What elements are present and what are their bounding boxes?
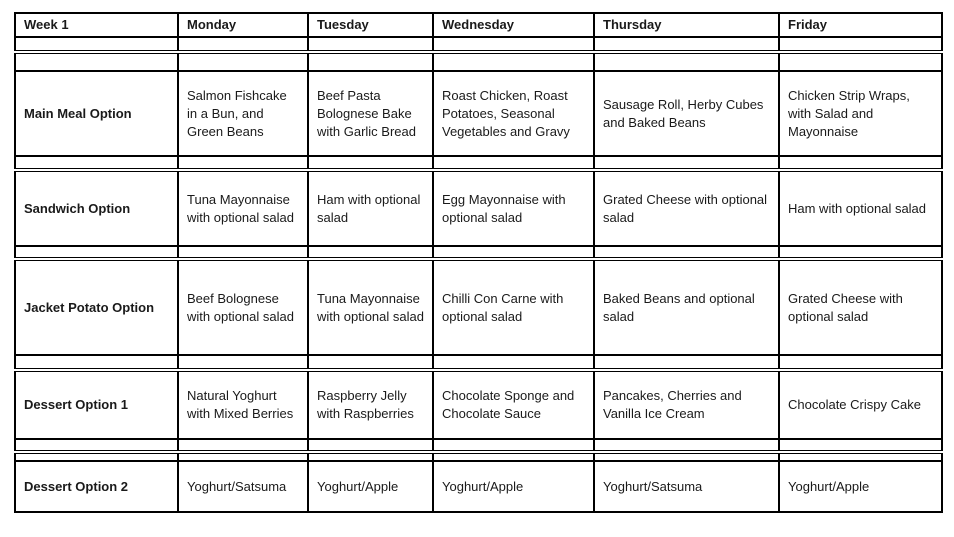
spacer-row [15,246,942,259]
spacer-row [15,439,942,452]
spacer-cell [779,246,942,259]
spacer-cell [433,156,594,170]
cell-dessert-1-monday: Natural Yoghurt with Mixed Berries [178,370,308,439]
cell-dessert-1-thursday: Pancakes, Cherries and Vanilla Ice Cream [594,370,779,439]
cell-sandwich-wednesday: Egg Mayonnaise with optional salad [433,170,594,246]
spacer-row [15,355,942,370]
menu-row-dessert-1 [15,370,942,439]
cell-sandwich-thursday: Grated Cheese with optional salad [594,170,779,246]
spacer-cell [594,452,779,461]
spacer-row [15,452,942,461]
cell-dessert-2-friday: Yoghurt/Apple [779,461,942,512]
cell-dessert-2-tuesday: Yoghurt/Apple [308,461,433,512]
spacer-row [15,52,942,71]
spacer-cell [779,52,942,71]
cell-jacket-potato-tuesday: Tuna Mayonnaise with optional salad [308,259,433,355]
spacer-cell [15,52,178,71]
spacer-cell [15,452,178,461]
spacer-cell [178,439,308,452]
cell-main-meal-thursday: Sausage Roll, Herby Cubes and Baked Beans [594,71,779,156]
cell-dessert-2-wednesday: Yoghurt/Apple [433,461,594,512]
spacer-cell [594,355,779,370]
spacer-cell [15,355,178,370]
cell-main-meal-tuesday: Beef Pasta Bolognese Bake with Garlic Bread [308,71,433,156]
spacer-cell [779,37,942,52]
cell-jacket-potato-monday: Beef Bolognese with optional salad [178,259,308,355]
spacer-cell [15,439,178,452]
header-week-title: Week 1 [15,13,178,37]
spacer-row [15,156,942,170]
spacer-cell [178,246,308,259]
spacer-cell [433,37,594,52]
cell-sandwich-monday: Tuna Mayonnaise with optional salad [178,170,308,246]
header-thursday: Thursday [594,13,779,37]
row-label-dessert-option-1: Dessert Option 1 [15,370,178,439]
cell-sandwich-friday: Ham with optional salad [779,170,942,246]
spacer-cell [308,52,433,71]
spacer-cell [308,156,433,170]
cell-jacket-potato-thursday: Baked Beans and optional salad [594,259,779,355]
row-label-sandwich-option: Sandwich Option [15,170,178,246]
spacer-cell [178,355,308,370]
spacer-row [15,37,942,52]
spacer-cell [178,452,308,461]
spacer-cell [594,439,779,452]
spacer-cell [779,156,942,170]
header-wednesday: Wednesday [433,13,594,37]
spacer-cell [15,156,178,170]
spacer-cell [178,156,308,170]
spacer-cell [308,439,433,452]
spacer-cell [308,452,433,461]
spacer-cell [594,52,779,71]
cell-dessert-1-friday: Chocolate Crispy Cake [779,370,942,439]
spacer-cell [433,52,594,71]
spacer-cell [594,37,779,52]
spacer-cell [15,37,178,52]
spacer-cell [178,52,308,71]
header-friday: Friday [779,13,942,37]
cell-dessert-1-wednesday: Chocolate Sponge and Chocolate Sauce [433,370,594,439]
spacer-cell [433,452,594,461]
cell-dessert-1-tuesday: Raspberry Jelly with Raspberries [308,370,433,439]
spacer-cell [433,439,594,452]
spacer-cell [779,452,942,461]
cell-main-meal-friday: Chicken Strip Wraps, with Salad and Mayonnaise [779,71,942,156]
cell-dessert-2-thursday: Yoghurt/Satsuma [594,461,779,512]
week1-menu-table [14,12,943,513]
spacer-cell [178,37,308,52]
header-tuesday: Tuesday [308,13,433,37]
menu-row-main-meal [15,71,942,156]
row-label-main-meal-option: Main Meal Option [15,71,178,156]
cell-main-meal-wednesday: Roast Chicken, Roast Potatoes, Seasonal Vegetables and Gravy [433,71,594,156]
row-label-jacket-potato-option: Jacket Potato Option [15,259,178,355]
cell-main-meal-monday: Salmon Fishcake in a Bun, and Green Beans [178,71,308,156]
spacer-cell [433,355,594,370]
menu-row-dessert-2 [15,461,942,512]
spacer-cell [308,37,433,52]
meal-plan-document [14,12,941,513]
header-row [15,13,942,37]
cell-sandwich-tuesday: Ham with optional salad [308,170,433,246]
spacer-cell [15,246,178,259]
spacer-cell [308,355,433,370]
cell-jacket-potato-friday: Grated Cheese with optional salad [779,259,942,355]
cell-dessert-2-monday: Yoghurt/Satsuma [178,461,308,512]
menu-row-jacket-potato [15,259,942,355]
spacer-cell [433,246,594,259]
spacer-cell [308,246,433,259]
spacer-cell [779,439,942,452]
spacer-cell [779,355,942,370]
spacer-cell [594,156,779,170]
header-monday: Monday [178,13,308,37]
spacer-cell [594,246,779,259]
cell-jacket-potato-wednesday: Chilli Con Carne with optional salad [433,259,594,355]
row-label-dessert-option-2: Dessert Option 2 [15,461,178,512]
menu-row-sandwich [15,170,942,246]
